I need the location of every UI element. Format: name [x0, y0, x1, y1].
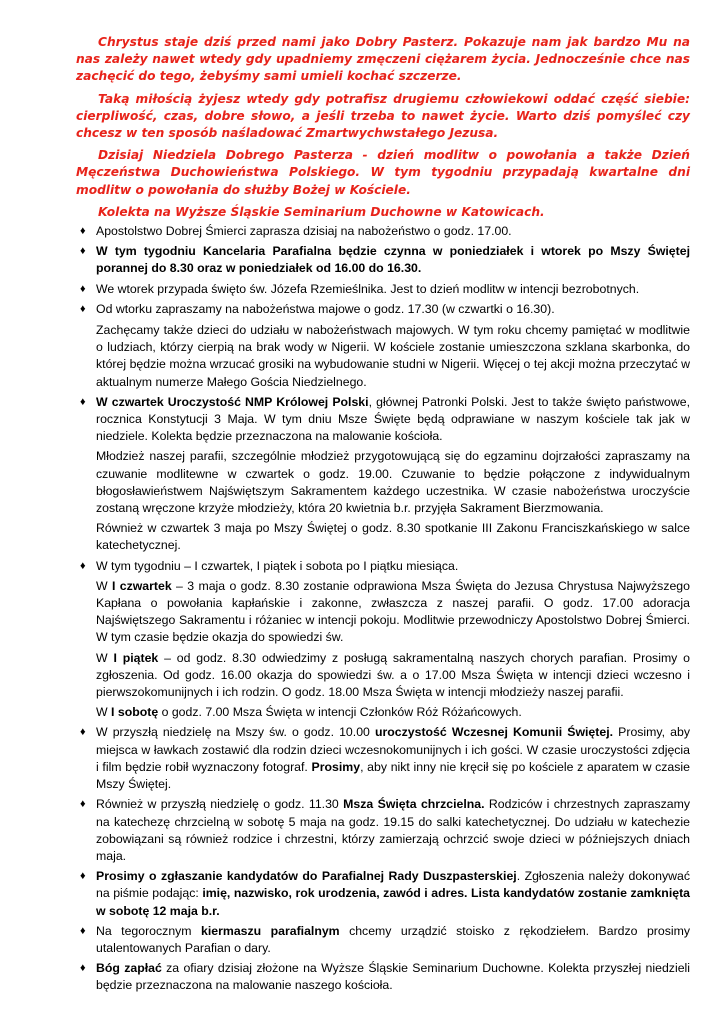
- text-part: o godz. 7.00 Msza Święta w intencji Członków Róż Różańcowych.: [158, 705, 522, 720]
- text-part: W: [96, 650, 114, 665]
- announcement-5-youth: Młodzież naszej parafii, szczególnie młodzież przygotowującą się do egzaminu dojrzałości zapraszamy na czuwanie modlitewne w czwartek o godz. 19.00. Czuwanie to będzie połączone z indywidualnym błogosławieństwem Najświętszym Sakramentem każdego uczestnika. W czasie nabożeństwa uroczyście zostaną wręczone krzyże młodzieży, która 20 kwietnia b.r. przyjęła Sakrament Bierzmowania.: [96, 449, 690, 516]
- announcement-5-franciscan: Również w czwartek 3 maja po Mszy Świętej o godz. 8.30 spotkanie III Zakonu Franciszkańskiego w salce katechetycznej.: [96, 521, 690, 553]
- text-part: – 3 maja o godz. 8.30 zostanie odprawiona Msza Święta do Jezusa Chrystusa Najwyższego Kapłana o powołania kapłańskie i zakonne, zwłaszcza z naszej parafii. O godz. 17.00 adoracja Najświętszego Sakramentu i różaniec w intencji pokoju. Modlitwie przewodniczy Apostolstwo Dobrej Śmierci. W tym czasie będzie okazja do spowiedzi św.: [96, 578, 690, 645]
- text-part: W: [96, 578, 112, 593]
- text-bold: kiermaszu parafialnym: [201, 923, 340, 938]
- bullet-icon: ♦: [80, 962, 86, 975]
- text-part: Również w przyszłą niedzielę o godz. 11.30: [96, 797, 344, 812]
- text-part: Rodziców i chrzestnych zapraszamy na katechezę chrzcielną w sobotę 5 maja na godz. 19.15 do salki katechetycznej. Do udziału w katechezie zobowiązani są również rodzice i chrzestni, którzy zamierzają ochrzcić swoje dzieci w późniejszych dniach maja.: [96, 797, 690, 863]
- announcement-10: [76, 923, 690, 957]
- text-bold: I sobotę: [111, 705, 159, 720]
- bullet-icon: ♦: [80, 870, 86, 883]
- announcement-8: [76, 796, 690, 865]
- announcement-bold: W czwartek Uroczystość NMP Królowej Polski: [96, 394, 369, 409]
- bullet-icon: ♦: [80, 559, 86, 572]
- announcement-5: [76, 394, 690, 446]
- text-bold: I piątek: [113, 650, 159, 665]
- text-bold: Prosimy: [311, 759, 361, 774]
- announcement-2: [76, 243, 690, 277]
- text-part: Prosimy, aby miejsca w ławkach zostawić dla rodzin dzieci wczesnokomunijnych i ich gości. W czasie uroczystości zdjęcia i film będzie robił wyznaczony fotograf.: [96, 725, 690, 774]
- text-part: , aby nikt inny nie kręcił się po kościele z aparatem w czasie Mszy Świętej.: [96, 759, 690, 792]
- text-part: Na tegorocznym: [96, 923, 201, 938]
- bullet-icon: ♦: [80, 282, 86, 295]
- text-bold: uroczystość Wczesnej Komunii Świętej.: [374, 725, 614, 740]
- bullet-icon: ♦: [80, 302, 86, 315]
- announcement-text: Apostolstwo Dobrej Śmierci zaprasza dzisiaj na nabożeństwo o godz. 17.00.: [96, 224, 512, 238]
- announcement-text: , głównej Patronki Polski. Jest to także święto państwowe, rocznica Konstytucji 3 Maja. W tym dniu Msze Święte będą odprawiane w naszym kościele tak jak w niedziele. Kolekta będzie przeznaczona na malowanie kościoła.: [96, 394, 690, 444]
- text-bold: Bóg zapłać: [96, 961, 162, 976]
- bullet-icon: ♦: [80, 924, 86, 937]
- announcement-4: [76, 301, 690, 318]
- announcement-3: [76, 281, 690, 298]
- text-part: – od godz. 8.30 odwiedzimy z posługą sakramentalną naszych chorych parafian. Prosimy o zgłoszenia. Od godz. 16.00 okazja do spowiedzi św. a o 17.00 Msza Święta w intencji dzieci wczesno i pierwszokomunijnych i ich rodzin. O godz. 18.00 Msza Święta w intencji młodzieży naszej parafii.: [96, 650, 691, 700]
- announcements-list: [76, 223, 690, 998]
- text-part: . Zgłoszenia należy dokonywać na piśmie podając:: [96, 869, 691, 901]
- announcement-1: [76, 223, 690, 240]
- text-part: za ofiary dzisiaj złożone na Wyższe Śląskie Seminarium Duchowne. Kolekta przyszłej niedzieli będzie przeznaczona na malowanie naszego kościoła.: [96, 961, 690, 993]
- announcement-4-detail: Zachęcamy także dzieci do udziału w nabożeństwach majowych. W tym roku chcemy pamiętać w modlitwie o ludziach, którzy cierpią na brak wody w Nigerii. W kościele zostanie umieszczona szklana skarbonka, do której będzie można wrzucać grosiki na wybudowanie studni w Nigerii. Więcej o tej akcji można przeczytać w aktualnym numerze Małego Gościa Niedzielnego.: [96, 323, 690, 389]
- text-part: W przyszłą niedzielę na Mszy św. o godz. 10.00: [96, 725, 375, 740]
- bullet-icon: ♦: [80, 245, 86, 258]
- text-bold: Prosimy o zgłaszanie kandydatów do Parafialnej Rady Duszpasterskiej: [96, 869, 517, 884]
- announcement-7: [76, 724, 690, 793]
- intro-section: [76, 34, 690, 221]
- announcement-9: [76, 868, 690, 920]
- announcement-text: We wtorek przypada święto św. Józefa Rzemieślnika. Jest to dzień modlitw w intencji bezrobotnych.: [96, 281, 640, 296]
- text-part: W: [96, 705, 112, 720]
- text-bold: I czwartek: [111, 578, 172, 593]
- announcement-text: Od wtorku zapraszamy na nabożeństwa majowe o godz. 17.30 (w czwartki o 16.30).: [96, 301, 555, 316]
- intro-collection-note: Kolekta na Wyższe Śląskie Seminarium Duchowne w Katowicach.: [98, 204, 545, 219]
- announcement-text: W tym tygodniu – I czwartek, I piątek i sobota po I piątku miesiąca.: [96, 558, 459, 573]
- announcement-11: [76, 960, 690, 994]
- intro-paragraph-2: Taką miłością żyjesz wtedy gdy potrafisz drugiemu człowiekowi oddać część siebie: cierpliwość, czas, dobre słowo, a jeśli trzeba to nawet życie. Warto dziś pomyśleć czy chcesz w ten sposób naśladować Zmartwychwstałego Jezusa.: [76, 91, 690, 141]
- bullet-icon: ♦: [80, 395, 86, 408]
- bullet-icon: ♦: [80, 726, 86, 739]
- first-thursday: [76, 578, 690, 647]
- text-bold: imię, nazwisko, rok urodzenia, zawód i adres. Lista kandydatów zostanie zamknięta w sobotę 12 maja b.r.: [96, 886, 691, 918]
- bullet-icon: ♦: [80, 798, 86, 811]
- intro-paragraph-1: Chrystus staje dziś przed nami jako Dobry Pasterz. Pokazuje nam jak bardzo Mu na nas zależy nawet wtedy gdy upadniemy zmęczeni ciężarem życia. Jednocześnie chce nas zachęcić do tego, żebyśmy sami umieli kochać szczerze.: [76, 35, 690, 84]
- announcement-6: [76, 558, 690, 575]
- announcement-text: W tym tygodniu Kancelaria Parafialna będzie czynna w poniedziałek i wtorek po Mszy Świętej porannej do 8.30 oraz w poniedziałek od 16.00 do 16.30.: [96, 244, 690, 276]
- text-part: chcemy urządzić stoisko z rękodziełem. Bardzo prosimy utalentowanych Parafian o dary.: [96, 923, 690, 955]
- first-friday: [76, 650, 690, 702]
- bullet-icon: ♦: [80, 225, 86, 237]
- intro-paragraph-3: Dzisiaj Niedziela Dobrego Pasterza - dzień modlitw o powołania a także Dzień Męczeństwa Duchowieństwa Polskiego. W tym tygodniu przypadają kwartalne dni modlitw o powołania do służby Bożej w Kościele.: [76, 148, 690, 197]
- text-bold: Msza Święta chrzcielna.: [343, 797, 485, 812]
- first-saturday: [76, 704, 690, 721]
